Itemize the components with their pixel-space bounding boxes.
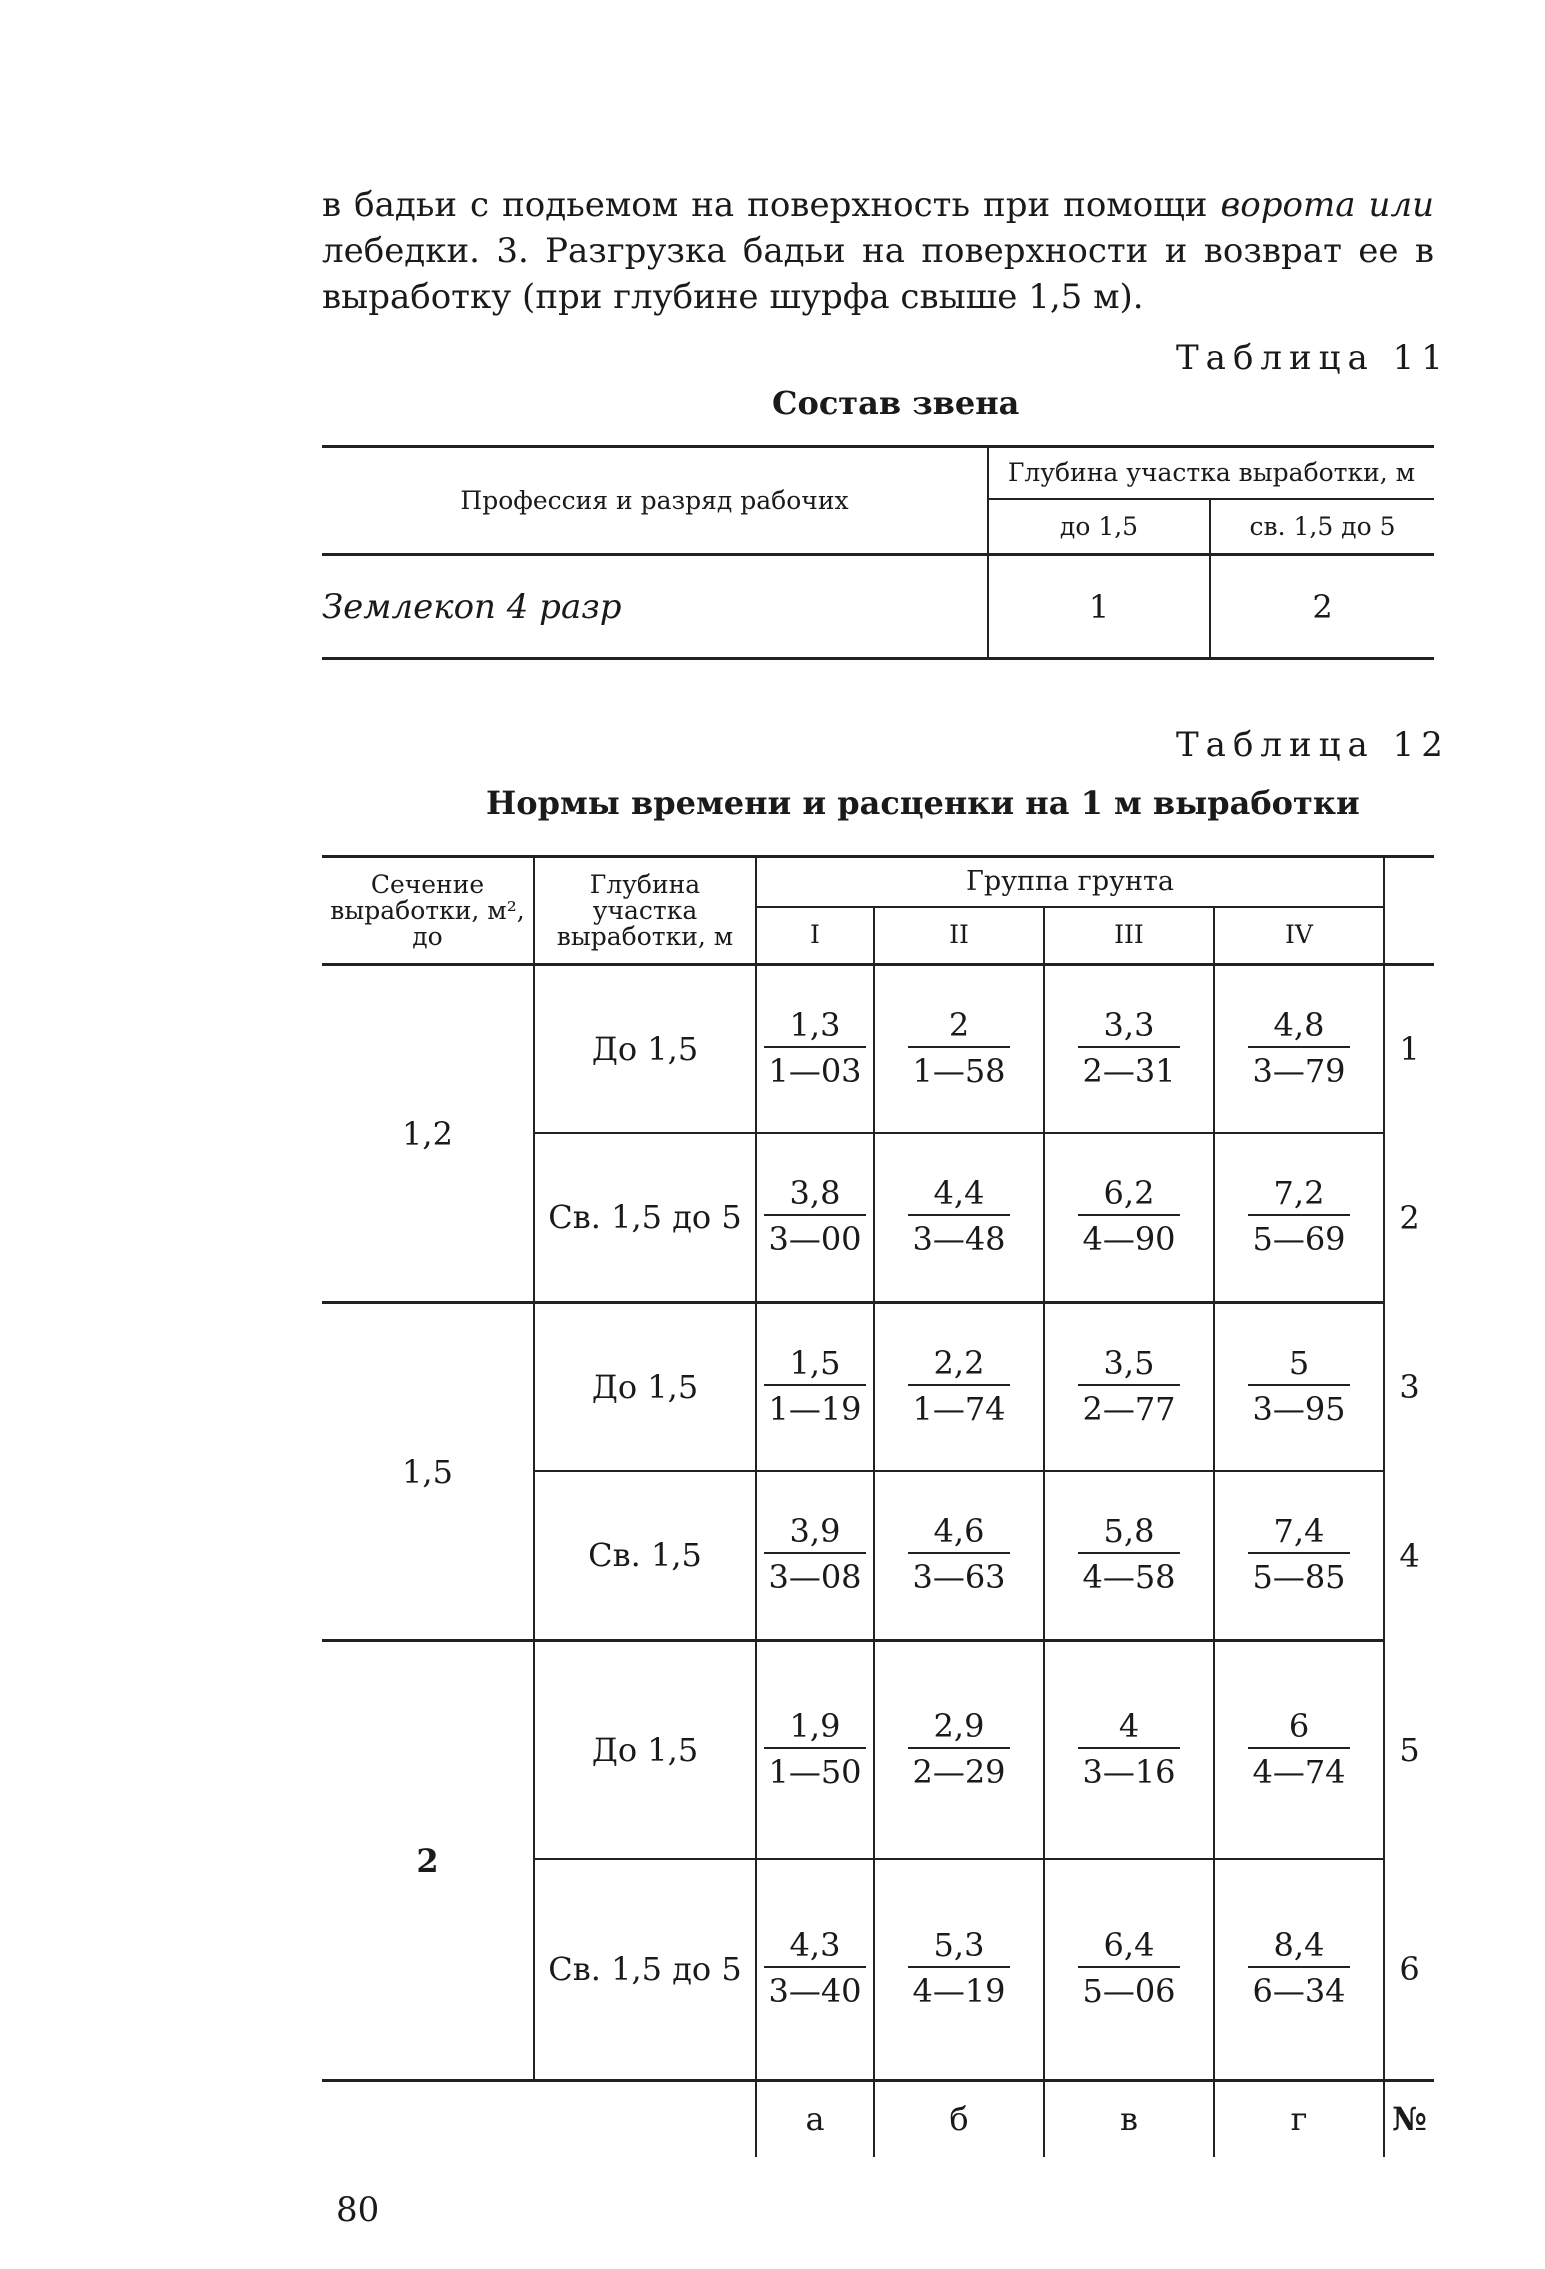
t12-depth: Св. 1,5 <box>534 1471 756 1641</box>
t12-cell <box>874 1303 1044 1471</box>
t12-rate: 2—31 <box>1082 1051 1176 1090</box>
t12-rate: 4—58 <box>1082 1558 1176 1597</box>
t12-norm: 6,2 <box>1078 1176 1179 1216</box>
t12-depth: До 1,5 <box>534 1641 756 1859</box>
t12-group-2: II <box>874 907 1044 965</box>
page-number: 80 <box>336 2190 380 2230</box>
t12-rate: 1—50 <box>768 1752 862 1791</box>
t12-depth: До 1,5 <box>534 1303 756 1471</box>
t12-footer-letter: а <box>756 2081 874 2157</box>
t12-cell <box>1044 1303 1214 1471</box>
t12-norm: 5,3 <box>908 1928 1009 1968</box>
t12-rate: 4—90 <box>1082 1220 1176 1259</box>
t12-norm: 4,4 <box>908 1176 1009 1216</box>
t12-cell <box>1044 965 1214 1133</box>
t11-subcol-1: до 1,5 <box>988 499 1210 555</box>
t12-cell <box>1044 1133 1214 1303</box>
t12-norm: 2 <box>908 1008 1009 1048</box>
intro-text-italic: ворота или <box>1220 185 1434 225</box>
t12-cell <box>874 1859 1044 2081</box>
t12-row-no: 3 <box>1384 1303 1434 1471</box>
t12-norm: 7,4 <box>1248 1514 1349 1554</box>
t12-norm: 5 <box>1248 1346 1349 1386</box>
t12-group-3: III <box>1044 907 1214 965</box>
t12-row-no: 2 <box>1384 1133 1434 1303</box>
t12-norm: 3,8 <box>764 1176 865 1216</box>
t12-rate: 3—63 <box>912 1558 1006 1597</box>
t12-norm: 1,5 <box>764 1346 865 1386</box>
t11-value-2: 2 <box>1210 555 1434 659</box>
t12-footer-row <box>322 2081 1434 2157</box>
intro-text-part2: лебедки. 3. Разгрузка бадьи на поверхности и возврат ее в выработку (при глубине шурфа свыше 1,5 м). <box>322 231 1434 317</box>
t12-norm: 6 <box>1248 1709 1349 1749</box>
intro-paragraph <box>322 182 1434 320</box>
t12-row-no: 6 <box>1384 1859 1434 2081</box>
t12-row-no: 4 <box>1384 1471 1434 1641</box>
t12-norm: 3,5 <box>1078 1346 1179 1386</box>
t12-norm: 7,2 <box>1248 1176 1349 1216</box>
t12-norm: 1,9 <box>764 1709 865 1749</box>
t12-rate: 1—03 <box>768 1051 862 1090</box>
t12-norm: 3,9 <box>764 1514 865 1554</box>
table11-title: Состав звена <box>772 384 1020 422</box>
t11-col-depth: Глубина участка выработки, м <box>988 447 1434 499</box>
table12-title: Нормы времени и расценки на 1 м выработки <box>486 784 1360 822</box>
t12-cell <box>1044 1859 1214 2081</box>
t12-cell <box>874 965 1044 1133</box>
t12-rate: 4—19 <box>912 1972 1006 2011</box>
table-11 <box>322 445 1434 660</box>
t12-rate: 1—58 <box>912 1051 1006 1090</box>
t12-rate: 3—40 <box>768 1972 862 2011</box>
t12-row-no: 1 <box>1384 965 1434 1133</box>
t11-profession: Землекоп 4 разр <box>322 586 622 627</box>
t12-norm: 4,3 <box>764 1928 865 1968</box>
table-12 <box>322 855 1434 2157</box>
t12-rate: 3—95 <box>1252 1389 1346 1428</box>
t12-cell <box>1214 1641 1384 1859</box>
t11-col-profession: Профессия и разряд рабочих <box>322 447 988 555</box>
t12-norm: 2,2 <box>908 1346 1009 1386</box>
t12-cell <box>1214 1133 1384 1303</box>
t12-cell <box>756 1859 874 2081</box>
t12-cell <box>874 1471 1044 1641</box>
t12-rate: 5—85 <box>1252 1558 1346 1597</box>
t11-value-1: 1 <box>988 555 1210 659</box>
t12-cell <box>874 1133 1044 1303</box>
t12-group-4: IV <box>1214 907 1384 965</box>
t12-depth: Св. 1,5 до 5 <box>534 1133 756 1303</box>
t12-col-no-header <box>1384 857 1434 965</box>
t12-cell <box>756 1303 874 1471</box>
table12-caption: Таблица 12 <box>1176 725 1450 765</box>
t12-norm: 4 <box>1078 1709 1179 1749</box>
table11-caption: Таблица 11 <box>1176 338 1450 378</box>
t12-rate: 1—19 <box>768 1389 862 1428</box>
t12-rate: 3—08 <box>768 1558 862 1597</box>
t12-cell <box>1214 965 1384 1133</box>
t12-norm: 6,4 <box>1078 1928 1179 1968</box>
t12-cell <box>1214 1859 1384 2081</box>
t12-rate: 5—06 <box>1082 1972 1176 2011</box>
t12-rate: 1—74 <box>912 1389 1006 1428</box>
t12-norm: 2,9 <box>908 1709 1009 1749</box>
t12-rate: 3—00 <box>768 1220 862 1259</box>
t12-cell <box>756 1471 874 1641</box>
t12-col-depth: Глубина участка выработки, м <box>534 857 756 965</box>
t12-depth: Св. 1,5 до 5 <box>534 1859 756 2081</box>
t12-rate: 3—79 <box>1252 1051 1346 1090</box>
table-row <box>322 1641 1434 1859</box>
t12-row-no: 5 <box>1384 1641 1434 1859</box>
t12-footer-letter: г <box>1214 2081 1384 2157</box>
t12-cell <box>1214 1303 1384 1471</box>
t12-cell <box>756 965 874 1133</box>
t12-norm: 3,3 <box>1078 1008 1179 1048</box>
intro-text-part1: в бадьи с подьемом на поверхность при помощи <box>322 185 1221 225</box>
t12-cell <box>756 1133 874 1303</box>
t12-footer-letter: б <box>874 2081 1044 2157</box>
t12-rate: 3—16 <box>1082 1752 1176 1791</box>
t12-norm: 4,8 <box>1248 1008 1349 1048</box>
t12-norm: 5,8 <box>1078 1514 1179 1554</box>
t12-col-section: Сечение выработки, м², до <box>322 857 534 965</box>
t12-rate: 3—48 <box>912 1220 1006 1259</box>
t12-group-1: I <box>756 907 874 965</box>
table-row <box>322 965 1434 1133</box>
t12-footer-empty <box>534 2081 756 2157</box>
t12-depth: До 1,5 <box>534 965 756 1133</box>
t12-norm: 8,4 <box>1248 1928 1349 1968</box>
t12-section-3: 2 <box>322 1641 534 2081</box>
t12-norm: 1,3 <box>764 1008 865 1048</box>
t12-cell <box>756 1641 874 1859</box>
t12-norm: 4,6 <box>908 1514 1009 1554</box>
t12-section-2: 1,5 <box>322 1303 534 1641</box>
t12-cell <box>1044 1641 1214 1859</box>
t11-subcol-2: св. 1,5 до 5 <box>1210 499 1434 555</box>
t12-footer-empty <box>322 2081 534 2157</box>
t12-rate: 2—77 <box>1082 1389 1176 1428</box>
t12-rate: 2—29 <box>912 1752 1006 1791</box>
t12-col-group: Группа грунта <box>756 857 1384 907</box>
t12-cell <box>1044 1471 1214 1641</box>
t12-footer-letter: в <box>1044 2081 1214 2157</box>
t12-rate: 5—69 <box>1252 1220 1346 1259</box>
t12-rate: 4—74 <box>1252 1752 1346 1791</box>
table-row <box>322 1303 1434 1471</box>
t12-section-1: 1,2 <box>322 965 534 1303</box>
t12-cell <box>1214 1471 1384 1641</box>
t12-cell <box>874 1641 1044 1859</box>
t12-footer-no: № <box>1384 2081 1434 2157</box>
t12-rate: 6—34 <box>1252 1972 1346 2011</box>
